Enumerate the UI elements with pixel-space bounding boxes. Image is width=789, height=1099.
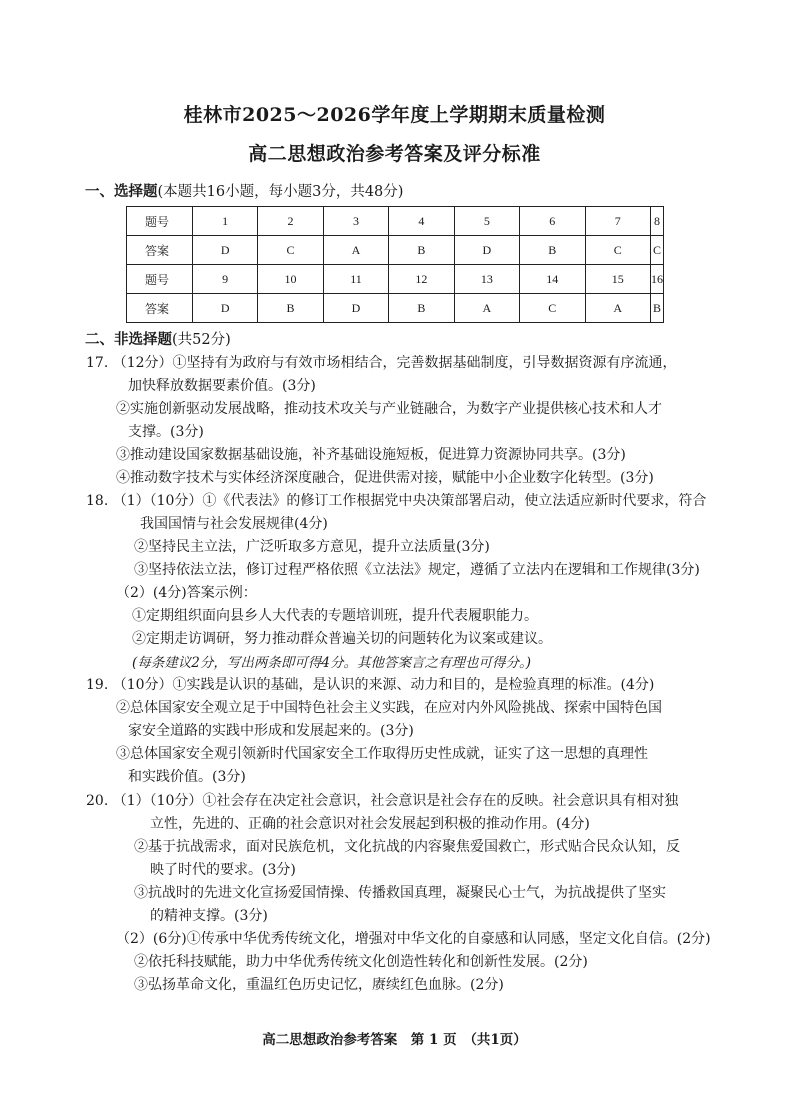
answer-cell: C xyxy=(258,236,323,265)
answer-line: 支撑。(3分) xyxy=(128,424,204,440)
answer-cell: B xyxy=(520,236,585,265)
answer-line: 加快释放数据要素价值。(3分) xyxy=(128,378,316,394)
answer-cell: B xyxy=(650,294,663,323)
scoring-note: (每条建议2分，写出两条即可得4分。其他答案言之有理也可得分。) xyxy=(132,655,531,671)
answer-line: ②基于抗战需求，面对民族危机，文化抗战的内容聚焦爱国救亡，形式贴合民众认知，反 xyxy=(134,839,680,855)
row-label-question: 题号 xyxy=(127,265,193,294)
answer-cell: A xyxy=(585,294,650,323)
document-subtitle: 高二思想政治参考答案及评分标准 xyxy=(248,143,541,165)
answer-line: 家安全道路的实践中形成和发展起来的。(3分) xyxy=(128,723,414,739)
answer-table xyxy=(126,206,664,323)
table-row xyxy=(127,207,664,236)
row-label-answer: 答案 xyxy=(127,236,193,265)
question-number: 14 xyxy=(520,265,585,294)
answer-line: ④推动数字技术与实体经济深度融合，促进供需对接，赋能中小企业数字化转型。(3分) xyxy=(116,470,654,486)
section-2-label: 二、非选择题 xyxy=(85,331,172,348)
answer-cell: C xyxy=(520,294,585,323)
section-1-heading xyxy=(85,180,403,201)
answer-cell: D xyxy=(193,294,258,323)
answer-cell: A xyxy=(454,294,519,323)
answer-line: ②依托科技赋能，助力中华优秀传统文化创造性转化和创新性发展。(2分) xyxy=(134,954,588,970)
answer-line: 映了时代的要求。(3分) xyxy=(150,862,296,878)
answer-line: ①定期组织面向县乡人大代表的专题培训班，提升代表履职能力。 xyxy=(132,608,538,624)
answer-cell: C xyxy=(650,236,663,265)
answer-line: ③抗战时的先进文化宣扬爱国情操、传播救国真理，凝聚民心士气，为抗战提供了坚实 xyxy=(134,885,666,901)
answer-line: 我国国情与社会发展规律(4分) xyxy=(140,516,328,532)
question-number: 11 xyxy=(323,265,388,294)
table-row xyxy=(127,236,664,265)
answer-line: ③推动建设国家数据基础设施，补齐基础设施短板，促进算力资源协同共享。(3分) xyxy=(116,447,626,463)
answer-cell: D xyxy=(323,294,388,323)
answer-cell: D xyxy=(454,236,519,265)
answer-line: ②总体国家安全观立足于中国特色社会主义实践，在应对内外风险挑战、探索中国特色国 xyxy=(116,700,662,716)
answer-line: ②实施创新驱动发展战略，推动技术攻关与产业链融合，为数字产业提供核心技术和人才 xyxy=(116,401,662,417)
question-number: 6 xyxy=(520,207,585,236)
question-number: 9 xyxy=(193,265,258,294)
question-number: 12 xyxy=(389,265,454,294)
answer-line: 17. （12分）①坚持有为政府与有效市场相结合，完善数据基础制度，引导数据资源有序流通， xyxy=(86,355,677,371)
answer-cell: D xyxy=(193,236,258,265)
answer-line: （2）(6分)①传承中华优秀传统文化，增强对中华文化的自豪感和认同感，坚定文化自信。(2分) xyxy=(116,931,711,947)
question-number: 3 xyxy=(323,207,388,236)
document-title: 桂林市2025～2026学年度上学期期末质量检测 xyxy=(183,104,606,126)
question-number: 2 xyxy=(258,207,323,236)
answer-cell: B xyxy=(389,294,454,323)
question-number: 1 xyxy=(193,207,258,236)
answer-line: ③坚持依法立法，修订过程严格依照《立法法》规定，遵循了立法内在逻辑和工作规律(3分) xyxy=(134,562,700,578)
question-number: 16 xyxy=(650,265,663,294)
section-2-desc: (共52分) xyxy=(172,332,231,348)
answer-line: 18. （1）（10分）①《代表法》的修订工作根据党中央决策部署启动，使立法适应新时代要求，符合 xyxy=(86,493,707,509)
question-number: 8 xyxy=(650,207,663,236)
section-1-label: 一、选择题 xyxy=(85,183,158,200)
section-2-heading xyxy=(85,328,231,349)
section-1-desc: (本题共16小题，每小题3分，共48分) xyxy=(157,184,404,200)
answer-cell: B xyxy=(389,236,454,265)
table-row xyxy=(127,294,664,323)
question-number: 7 xyxy=(585,207,650,236)
answer-line: ②坚持民主立法，广泛听取多方意见，提升立法质量(3分) xyxy=(134,539,490,555)
question-number: 10 xyxy=(258,265,323,294)
answer-line: 20. （1）（10分）①社会存在决定社会意识，社会意识是社会存在的反映。社会意识具有相对独 xyxy=(86,793,679,809)
answer-line: ③弘扬革命文化，重温红色历史记忆，赓续红色血脉。(2分) xyxy=(134,977,504,993)
question-number: 15 xyxy=(585,265,650,294)
answer-line: 和实践价值。(3分) xyxy=(128,769,246,785)
table-row xyxy=(127,265,664,294)
answer-line: 19. （10分）①实践是认识的基础，是认识的来源、动力和目的，是检验真理的标准。(4分) xyxy=(86,677,655,693)
question-number: 5 xyxy=(454,207,519,236)
answer-line: 立性，先进的、正确的社会意识对社会发展起到积极的推动作用。(4分) xyxy=(150,816,590,832)
question-number: 4 xyxy=(389,207,454,236)
question-number: 13 xyxy=(454,265,519,294)
answer-line: （2）(4分)答案示例： xyxy=(116,585,257,601)
row-label-question: 题号 xyxy=(127,207,193,236)
answer-cell: C xyxy=(585,236,650,265)
page-footer: 高二思想政治参考答案 第 1 页 （共1页） xyxy=(262,1032,527,1048)
answer-cell: A xyxy=(323,236,388,265)
answer-line: ②定期走访调研，努力推动群众普遍关切的问题转化为议案或建议。 xyxy=(132,631,552,647)
answer-line: ③总体国家安全观引领新时代国家安全工作取得历史性成就，证实了这一思想的真理性 xyxy=(116,746,648,762)
answer-cell: B xyxy=(258,294,323,323)
row-label-answer: 答案 xyxy=(127,294,193,323)
answer-line: 的精神支撑。(3分) xyxy=(150,908,268,924)
